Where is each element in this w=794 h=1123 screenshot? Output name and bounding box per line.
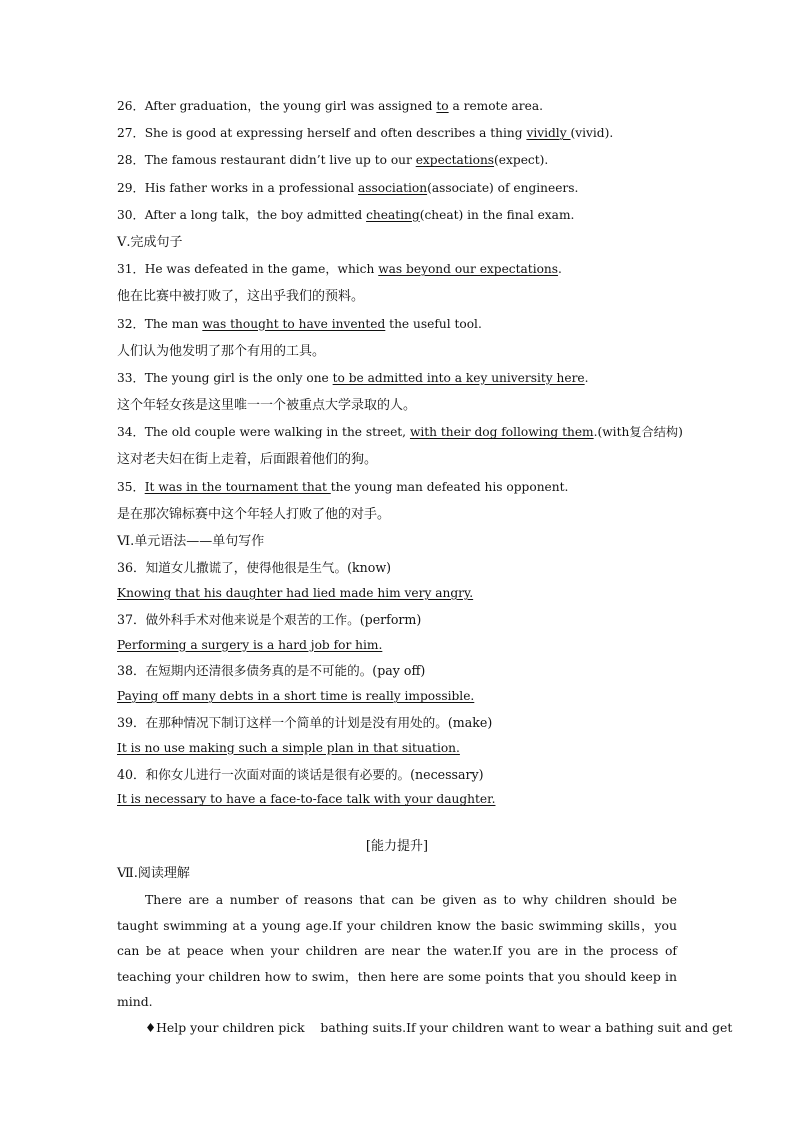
answer-40: It is necessary to have a face-to-face talk with your daughter. <box>117 792 496 807</box>
worksheet-page <box>117 93 733 1040</box>
translation-33: 这个年轻女孩是这里唯一一个被重点大学录取的人。 <box>117 398 417 414</box>
question-32: 32．The man was thought to have invented the useful tool. <box>117 316 482 331</box>
answer-38: Paying off many debts in a short time is really impossible. <box>117 689 475 704</box>
section7-heading: Ⅶ.阅读理解 <box>117 866 190 882</box>
question-38: 38．在短期内还清很多债务真的是不可能的。(pay off) <box>117 663 426 679</box>
translation-34: 这对老夫妇在街上走着，后面跟着他们的狗。 <box>117 452 378 468</box>
question-40: 40．和你女儿进行一次面对面的谈话是很有必要的。(necessary) <box>117 766 484 782</box>
question-26: 26．After graduation，the young girl was assigned to a remote area. <box>117 99 543 113</box>
answer: to <box>436 99 449 113</box>
question-36: 36．知道女儿撒谎了，使得他很是生气。(know) <box>117 560 392 576</box>
question-27: 27．She is good at expressing herself and often describes a thing vividly (vivid). <box>117 126 614 141</box>
answer: with their dog following them <box>409 425 594 440</box>
answer: cheating <box>366 207 420 222</box>
answer: It was in the tournament that <box>144 479 331 494</box>
translation-32: 人们认为他发明了那个有用的工具。 <box>117 343 326 359</box>
answer: expectations <box>415 153 495 168</box>
question-30: 30．After a long talk，the boy admitted cheating(cheat) in the final exam. <box>117 207 575 222</box>
question-35: 35．It was in the tournament that the young man defeated his opponent. <box>117 479 569 494</box>
section6-list <box>117 555 677 813</box>
question-33: 33．The young girl is the only one to be admitted into a key university here. <box>117 370 589 385</box>
section5-heading: Ⅴ.完成句子 <box>117 234 183 250</box>
ability-title: [能力提升] <box>365 839 429 855</box>
section5-list <box>117 256 683 528</box>
question-31: 31．He was defeated in the game，which was beyond our expectations. <box>117 262 562 277</box>
answer: was thought to have invented <box>202 316 386 331</box>
question-29: 29．His father works in a professional association(associate) of engineers. <box>117 180 579 195</box>
answer: vividly <box>526 126 571 141</box>
question-37: 37．做外科手术对他来说是个艰苦的工作。(perform) <box>117 611 422 627</box>
section6-heading: Ⅵ.单元语法——单句写作 <box>117 534 265 549</box>
answer: to be admitted into a key university here <box>332 370 585 385</box>
reading-paragraph-2: ♦Help your children pick bathing suits.If your children want to wear a bathing suit and get <box>145 1019 733 1035</box>
section4-list <box>117 93 677 229</box>
spacer <box>117 813 677 833</box>
translation-31: 他在比赛中被打败了，这出乎我们的预料。 <box>117 289 365 305</box>
answer: association <box>357 180 428 195</box>
answer-37: Performing a surgery is a hard job for him. <box>117 637 383 652</box>
translation-35: 是在那次锦标赛中这个年轻人打败了他的对手。 <box>117 506 391 522</box>
answer-36: Knowing that his daughter had lied made him very angry. <box>117 585 474 600</box>
question-34: 34．The old couple were walking in the street, with their dog following them.(with复合结构) <box>117 425 683 440</box>
answer-39: It is no use making such a simple plan in that situation. <box>117 740 460 755</box>
question-28: 28．The famous restaurant didn’t live up to our expectations(expect). <box>117 153 549 168</box>
reading-paragraph-1: There are a number of reasons that can be given as to why children should be taught swimming at a young age.If your children know the basic swimming skills，you can be at peace when your children are near the water.If you are in the process of teaching your children how to swim，then here are some points that you should keep in mind. <box>117 892 677 1010</box>
answer: was beyond our expectations <box>378 262 559 277</box>
question-39: 39．在那种情况下制订这样一个简单的计划是没有用处的。(make) <box>117 714 493 730</box>
